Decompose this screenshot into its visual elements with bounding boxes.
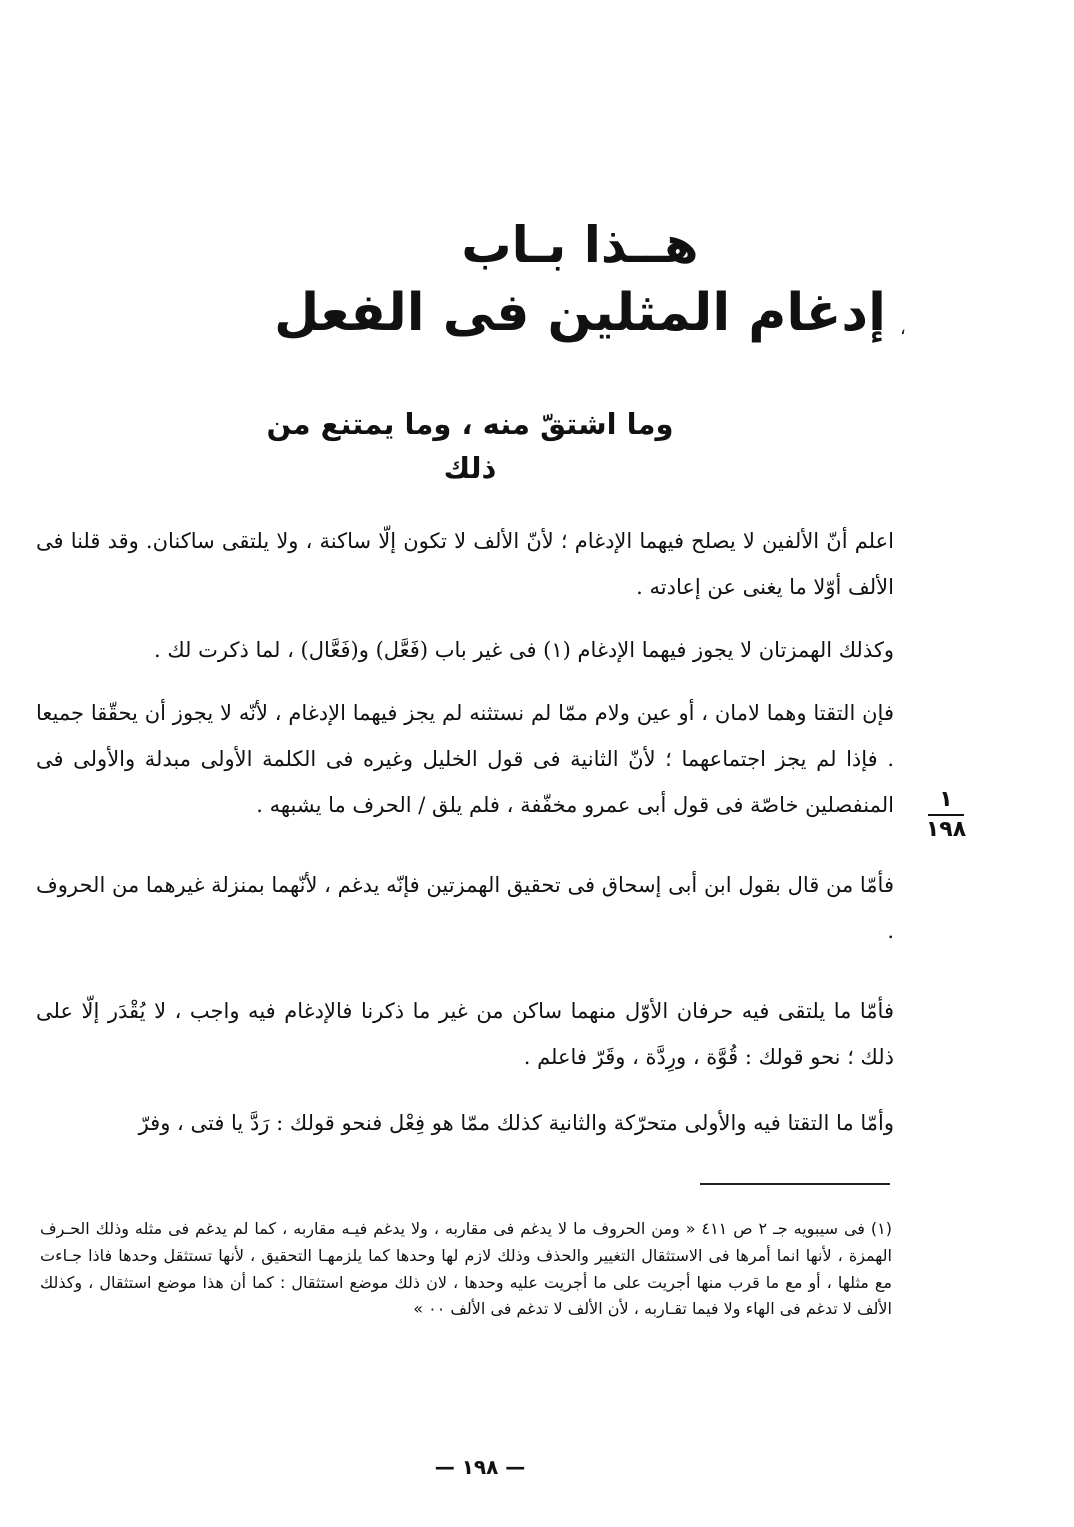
stray-ink-mark: ،: [900, 318, 906, 339]
paragraph-6: وأمّا ما التقتا فيه والأولى متحرّكة والثانية كذلك ممّا هو فِعْل فنحو قولك : رَدَّ يا فتى ، وفرّ: [138, 1111, 894, 1135]
margin-page-reference: [918, 786, 974, 844]
footnote: (١) فى سيبويه جـ ٢ ص ٤١١ « ومن الحروف ما لا يدغم فى مقاربه ، ولا يدغم فيـه مقاربه ، كما لم يدغم فى مثله وذلك الحـرف الهمزة ، لأنها انما أمرها فى الاستثقال التغيير والحذف وذلك لازم لها وحدها كما يلزمهـا التحقيق ، لأنها تستثقل وحدها فاذا جـاءت مع مثلها ، أو مع ما قرب منها أجريت على ما أجريت عليه وحدها ، لان ذلك موضع استثقال : كما أن هذا موضع استثقال ، وكذلك الألف لا تدغم فى الهاء ولا فيما تقـاربه ، لأن الألف لا تدغم فى الألف ٠٠ »: [40, 1219, 893, 1319]
chapter-subtitle: وما اشتقّ منه ، وما يمتنع من ذلك: [266, 407, 674, 485]
paragraph-3: فإن التقتا وهما لامان ، أو عين ولام ممّا لم نستثنه لم يجز فيهما الإدغام ، لأنّه لا يجوز أن يحقّقا جميعا . فإذا لم يجز اجتماعهما ؛ لأنّ الثانية فى قول الخليل وغيره فى الكلمة الأولى مبدلة والأولى فى المنفصلين خاصّة فى قول أبى عمرو مخفّفة ، فلم يلق / الحرف ما يشبهه .: [36, 701, 894, 817]
margin-reference-page: ١٩٨: [925, 817, 967, 842]
footnote-separator: [700, 1183, 890, 1185]
page-number: — ١٩٨ —: [434, 1455, 526, 1479]
paragraph-4: فأمّا من قال بقول ابن أبى إسحاق فى تحقيق الهمزتين فإنّه يدغم ، لأنّهما بمنزلة غيرهما من الحروف .: [36, 873, 894, 943]
margin-reference-rule: [928, 814, 964, 816]
paragraph-5: فأمّا ما يلتقى فيه حرفان الأوّل منهما ساكن من غير ما ذكرنا فالإدغام فيه واجب ، لا يُقْدَر إلّا على ذلك ؛ نحو قولك : قُوَّة ، ورِدَّة ، وقَرّ فاعلم .: [36, 999, 894, 1069]
margin-reference-volume: ١: [939, 787, 953, 812]
paragraph-1: اعلم أنّ الألفين لا يصلح فيهما الإدغام ؛ لأنّ الألف لا تكون إلّا ساكنة ، ولا يلتقى ساكنان. وقد قلنا فى الألف أوّلا ما يغنى عن إعادته .: [36, 529, 894, 599]
paragraph-2: وكذلك الهمزتان لا يجوز فيهما الإدغام (١) فى غير باب (فَعَّل) و(فَعَّال) ، لما ذكرت لك .: [153, 638, 894, 662]
chapter-heading-line-2: إدغام المثلين فى الفعل: [274, 283, 886, 343]
chapter-heading-line-1: هــذا بـاب: [461, 216, 699, 274]
